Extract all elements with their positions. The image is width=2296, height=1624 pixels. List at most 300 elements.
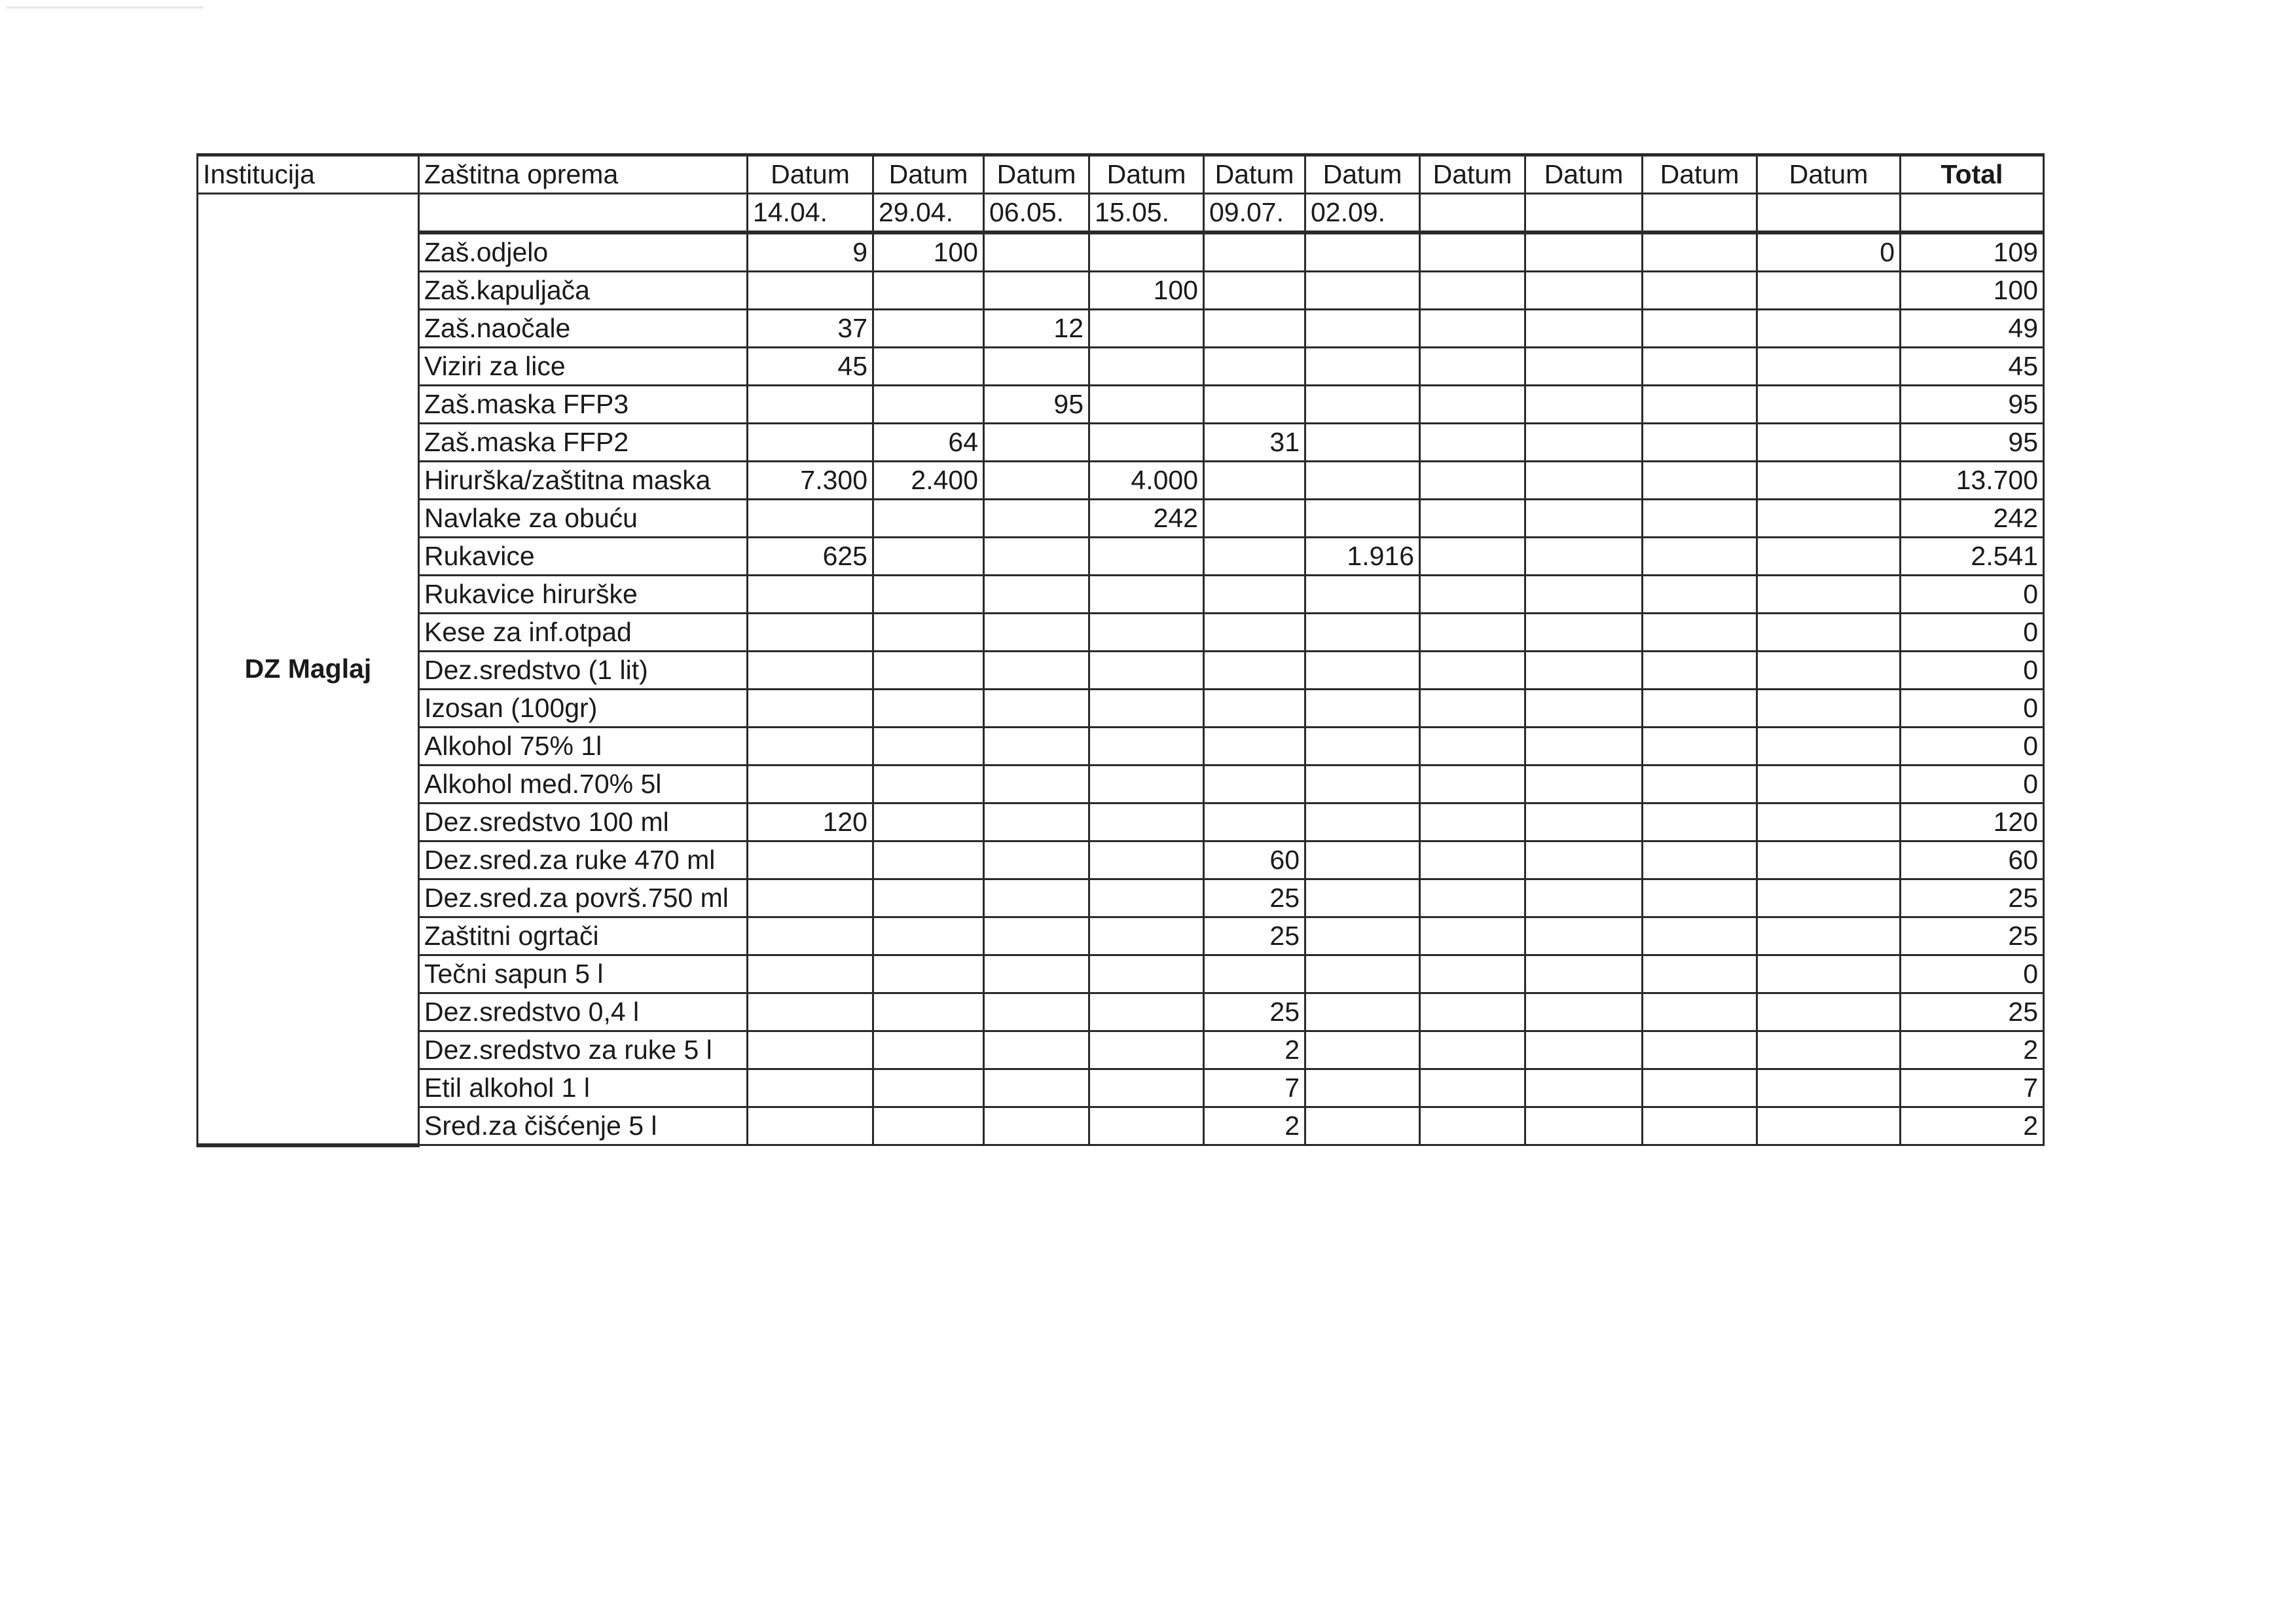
quantity-cell xyxy=(1204,462,1305,500)
quantity-cell xyxy=(984,955,1089,993)
quantity-cell xyxy=(1757,310,1901,348)
quantity-cell xyxy=(1525,955,1643,993)
equipment-name: Zaš.maska FFP3 xyxy=(419,386,748,424)
quantity-cell xyxy=(1525,424,1643,462)
equipment-name: Etil alkohol 1 l xyxy=(419,1069,748,1107)
quantity-cell xyxy=(1757,424,1901,462)
total-cell: 25 xyxy=(1901,993,2044,1031)
quantity-cell xyxy=(748,1107,873,1145)
quantity-cell xyxy=(1204,272,1305,310)
quantity-cell xyxy=(748,841,873,879)
table-row xyxy=(198,993,2044,1031)
quantity-cell xyxy=(1305,232,1420,272)
quantity-cell: 9 xyxy=(748,232,873,272)
quantity-cell xyxy=(1643,803,1757,841)
institution-header: Institucija xyxy=(198,155,419,194)
quantity-cell: 242 xyxy=(1089,500,1204,538)
quantity-cell xyxy=(1643,955,1757,993)
equipment-name: Dez.sredstvo za ruke 5 l xyxy=(419,1031,748,1069)
total-cell: 49 xyxy=(1901,310,2044,348)
quantity-cell xyxy=(1305,576,1420,614)
quantity-cell xyxy=(1305,955,1420,993)
total-cell: 109 xyxy=(1901,232,2044,272)
quantity-cell xyxy=(1420,1069,1525,1107)
quantity-cell xyxy=(1305,1107,1420,1145)
total-cell: 2 xyxy=(1901,1031,2044,1069)
quantity-cell xyxy=(1420,310,1525,348)
equipment-name: Izosan (100gr) xyxy=(419,690,748,728)
quantity-cell xyxy=(984,232,1089,272)
quantity-cell xyxy=(984,500,1089,538)
quantity-cell xyxy=(1305,803,1420,841)
quantity-cell xyxy=(1643,879,1757,917)
quantity-cell xyxy=(1204,766,1305,803)
quantity-cell xyxy=(873,576,984,614)
quantity-cell xyxy=(1089,993,1204,1031)
quantity-cell xyxy=(1525,348,1643,386)
quantity-cell xyxy=(1757,1107,1901,1145)
quantity-cell xyxy=(873,1031,984,1069)
quantity-cell xyxy=(1643,272,1757,310)
quantity-cell xyxy=(1420,500,1525,538)
quantity-cell xyxy=(1643,538,1757,576)
quantity-cell xyxy=(1305,500,1420,538)
quantity-cell xyxy=(1204,576,1305,614)
date-value: 29.04. xyxy=(873,194,984,233)
total-cell: 242 xyxy=(1901,500,2044,538)
quantity-cell xyxy=(1420,803,1525,841)
total-cell: 13.700 xyxy=(1901,462,2044,500)
quantity-cell xyxy=(748,576,873,614)
quantity-cell xyxy=(1089,728,1204,766)
table-row xyxy=(198,917,2044,955)
quantity-cell xyxy=(1525,803,1643,841)
table-row xyxy=(198,614,2044,652)
quantity-cell: 37 xyxy=(748,310,873,348)
total-cell: 25 xyxy=(1901,879,2044,917)
quantity-cell xyxy=(1305,728,1420,766)
quantity-cell xyxy=(984,766,1089,803)
quantity-cell xyxy=(1757,500,1901,538)
quantity-cell xyxy=(1420,1031,1525,1069)
quantity-cell xyxy=(1757,690,1901,728)
quantity-cell xyxy=(873,993,984,1031)
quantity-cell xyxy=(1089,917,1204,955)
quantity-cell xyxy=(748,879,873,917)
quantity-cell: 4.000 xyxy=(1089,462,1204,500)
quantity-cell xyxy=(748,500,873,538)
quantity-cell xyxy=(1089,576,1204,614)
quantity-cell xyxy=(1757,803,1901,841)
table-row xyxy=(198,424,2044,462)
quantity-cell xyxy=(873,1069,984,1107)
quantity-cell xyxy=(873,310,984,348)
quantity-cell xyxy=(1525,1107,1643,1145)
date-value: 02.09. xyxy=(1305,194,1420,233)
quantity-cell xyxy=(1420,462,1525,500)
quantity-cell xyxy=(1525,993,1643,1031)
quantity-cell xyxy=(984,652,1089,690)
quantity-cell xyxy=(984,576,1089,614)
quantity-cell xyxy=(1757,1031,1901,1069)
quantity-cell xyxy=(1525,652,1643,690)
total-header-blank xyxy=(1901,194,2044,233)
quantity-cell xyxy=(1643,1107,1757,1145)
quantity-cell xyxy=(1757,614,1901,652)
quantity-cell xyxy=(873,500,984,538)
total-cell: 45 xyxy=(1901,348,2044,386)
table-row xyxy=(198,576,2044,614)
equipment-name: Zaš.maska FFP2 xyxy=(419,424,748,462)
quantity-cell xyxy=(1420,576,1525,614)
total-cell: 120 xyxy=(1901,803,2044,841)
quantity-cell xyxy=(1525,614,1643,652)
quantity-cell xyxy=(1757,766,1901,803)
quantity-cell xyxy=(1525,917,1643,955)
quantity-cell xyxy=(1089,614,1204,652)
quantity-cell xyxy=(1420,917,1525,955)
quantity-cell xyxy=(1420,614,1525,652)
quantity-cell xyxy=(1089,652,1204,690)
scan-edge-mark xyxy=(7,7,203,9)
table-row xyxy=(198,803,2044,841)
quantity-cell: 12 xyxy=(984,310,1089,348)
quantity-cell: 31 xyxy=(1204,424,1305,462)
quantity-cell: 2 xyxy=(1204,1107,1305,1145)
quantity-cell xyxy=(1420,728,1525,766)
date-value: 06.05. xyxy=(984,194,1089,233)
quantity-cell xyxy=(1204,614,1305,652)
total-cell: 0 xyxy=(1901,690,2044,728)
quantity-cell xyxy=(1525,272,1643,310)
table-row xyxy=(198,1107,2044,1145)
date-value: 14.04. xyxy=(748,194,873,233)
equipment-table xyxy=(196,153,2045,1147)
total-cell: 0 xyxy=(1901,576,2044,614)
quantity-cell: 2 xyxy=(1204,1031,1305,1069)
quantity-cell xyxy=(1420,538,1525,576)
table-row xyxy=(198,348,2044,386)
quantity-cell xyxy=(1204,690,1305,728)
quantity-cell xyxy=(1089,955,1204,993)
date-value: 15.05. xyxy=(1089,194,1204,233)
quantity-cell xyxy=(873,879,984,917)
total-cell: 25 xyxy=(1901,917,2044,955)
date-header: Datum xyxy=(1643,155,1757,194)
equipment-name: Tečni sapun 5 l xyxy=(419,955,748,993)
quantity-cell xyxy=(984,462,1089,500)
date-header: Datum xyxy=(984,155,1089,194)
quantity-cell xyxy=(1757,1069,1901,1107)
date-value xyxy=(1525,194,1643,233)
quantity-cell xyxy=(1204,538,1305,576)
date-value xyxy=(1757,194,1901,233)
quantity-cell xyxy=(1757,272,1901,310)
institution-name: DZ Maglaj xyxy=(198,194,419,1145)
quantity-cell xyxy=(1757,993,1901,1031)
quantity-cell xyxy=(1420,232,1525,272)
quantity-cell xyxy=(1204,728,1305,766)
quantity-cell xyxy=(748,728,873,766)
quantity-cell xyxy=(1525,500,1643,538)
quantity-cell xyxy=(1089,348,1204,386)
quantity-cell: 2.400 xyxy=(873,462,984,500)
total-cell: 100 xyxy=(1901,272,2044,310)
equipment-name: Dez.sred.za površ.750 ml xyxy=(419,879,748,917)
quantity-cell xyxy=(1305,424,1420,462)
quantity-cell xyxy=(1643,841,1757,879)
quantity-cell xyxy=(1089,1069,1204,1107)
quantity-cell xyxy=(1643,993,1757,1031)
quantity-cell xyxy=(1089,1031,1204,1069)
quantity-cell: 100 xyxy=(873,232,984,272)
quantity-cell xyxy=(1089,1107,1204,1145)
date-header: Datum xyxy=(1305,155,1420,194)
quantity-cell xyxy=(748,386,873,424)
quantity-cell xyxy=(1643,917,1757,955)
quantity-cell xyxy=(873,917,984,955)
quantity-cell xyxy=(1757,386,1901,424)
quantity-cell xyxy=(1643,386,1757,424)
quantity-cell xyxy=(984,841,1089,879)
quantity-cell: 7 xyxy=(1204,1069,1305,1107)
quantity-cell xyxy=(1643,462,1757,500)
quantity-cell xyxy=(873,955,984,993)
quantity-cell xyxy=(984,690,1089,728)
date-value xyxy=(1643,194,1757,233)
quantity-cell xyxy=(1643,766,1757,803)
quantity-cell xyxy=(984,1107,1089,1145)
quantity-cell xyxy=(1089,879,1204,917)
quantity-cell xyxy=(1305,766,1420,803)
quantity-cell xyxy=(1305,614,1420,652)
quantity-cell xyxy=(1305,652,1420,690)
quantity-cell xyxy=(1420,841,1525,879)
quantity-cell xyxy=(1525,232,1643,272)
table-row xyxy=(198,652,2044,690)
quantity-cell xyxy=(1420,348,1525,386)
quantity-cell xyxy=(1305,841,1420,879)
total-cell: 0 xyxy=(1901,766,2044,803)
table-row xyxy=(198,1031,2044,1069)
quantity-cell: 25 xyxy=(1204,879,1305,917)
quantity-cell xyxy=(1204,955,1305,993)
quantity-cell xyxy=(748,424,873,462)
quantity-cell xyxy=(1420,690,1525,728)
table-row xyxy=(198,1069,2044,1107)
equipment-name: Zaš.kapuljača xyxy=(419,272,748,310)
quantity-cell xyxy=(1757,841,1901,879)
quantity-cell xyxy=(1089,538,1204,576)
table-row xyxy=(198,728,2044,766)
quantity-cell xyxy=(984,348,1089,386)
quantity-cell xyxy=(873,348,984,386)
table-row xyxy=(198,538,2044,576)
quantity-cell: 95 xyxy=(984,386,1089,424)
quantity-cell xyxy=(1757,652,1901,690)
quantity-cell xyxy=(984,728,1089,766)
total-cell: 60 xyxy=(1901,841,2044,879)
quantity-cell xyxy=(1204,803,1305,841)
quantity-cell xyxy=(984,917,1089,955)
quantity-cell xyxy=(1305,690,1420,728)
table-row xyxy=(198,841,2044,879)
quantity-cell xyxy=(1757,348,1901,386)
equipment-name: Alkohol 75% 1l xyxy=(419,728,748,766)
equipment-name: Dez.sredstvo 0,4 l xyxy=(419,993,748,1031)
quantity-cell xyxy=(1525,690,1643,728)
quantity-cell xyxy=(984,879,1089,917)
quantity-cell xyxy=(748,917,873,955)
quantity-cell: 625 xyxy=(748,538,873,576)
equipment-name: Dez.sredstvo (1 lit) xyxy=(419,652,748,690)
quantity-cell xyxy=(1204,652,1305,690)
quantity-cell xyxy=(1757,728,1901,766)
quantity-cell xyxy=(748,1069,873,1107)
quantity-cell xyxy=(1643,652,1757,690)
quantity-cell: 1.916 xyxy=(1305,538,1420,576)
quantity-cell xyxy=(1525,538,1643,576)
quantity-cell xyxy=(1643,310,1757,348)
quantity-cell xyxy=(1089,386,1204,424)
equipment-name: Zaš.naočale xyxy=(419,310,748,348)
quantity-cell xyxy=(1643,500,1757,538)
quantity-cell xyxy=(1757,576,1901,614)
quantity-cell xyxy=(748,690,873,728)
equipment-header-blank xyxy=(419,194,748,233)
total-cell: 0 xyxy=(1901,614,2044,652)
quantity-cell xyxy=(1525,879,1643,917)
quantity-cell xyxy=(873,1107,984,1145)
quantity-cell xyxy=(748,652,873,690)
quantity-cell xyxy=(1420,1107,1525,1145)
equipment-name: Sred.za čišćenje 5 l xyxy=(419,1107,748,1145)
date-header: Datum xyxy=(1420,155,1525,194)
quantity-cell xyxy=(1305,462,1420,500)
quantity-cell xyxy=(1420,993,1525,1031)
table-row xyxy=(198,272,2044,310)
date-header: Datum xyxy=(1757,155,1901,194)
total-header: Total xyxy=(1901,155,2044,194)
quantity-cell xyxy=(1089,690,1204,728)
quantity-cell: 25 xyxy=(1204,917,1305,955)
quantity-cell xyxy=(748,272,873,310)
quantity-cell xyxy=(984,993,1089,1031)
table-row xyxy=(198,879,2044,917)
quantity-cell xyxy=(1204,386,1305,424)
date-row xyxy=(198,194,2044,233)
quantity-cell xyxy=(1643,1031,1757,1069)
quantity-cell xyxy=(873,614,984,652)
quantity-cell xyxy=(1420,424,1525,462)
quantity-cell xyxy=(1757,917,1901,955)
quantity-cell xyxy=(873,841,984,879)
quantity-cell xyxy=(1757,462,1901,500)
equipment-header: Zaštitna oprema xyxy=(419,155,748,194)
quantity-cell xyxy=(873,803,984,841)
quantity-cell xyxy=(1204,500,1305,538)
table-row xyxy=(198,955,2044,993)
table-row xyxy=(198,462,2044,500)
quantity-cell xyxy=(984,803,1089,841)
quantity-cell xyxy=(1525,462,1643,500)
quantity-cell xyxy=(1525,728,1643,766)
table-row xyxy=(198,232,2044,272)
date-value: 09.07. xyxy=(1204,194,1305,233)
table-row xyxy=(198,500,2044,538)
quantity-cell xyxy=(1420,879,1525,917)
quantity-cell xyxy=(1643,576,1757,614)
date-header: Datum xyxy=(1089,155,1204,194)
quantity-cell xyxy=(1643,728,1757,766)
total-cell: 0 xyxy=(1901,955,2044,993)
equipment-name: Viziri za lice xyxy=(419,348,748,386)
quantity-cell xyxy=(1089,841,1204,879)
quantity-cell xyxy=(1525,310,1643,348)
quantity-cell xyxy=(1757,538,1901,576)
quantity-cell xyxy=(1204,310,1305,348)
quantity-cell xyxy=(1089,803,1204,841)
table-row xyxy=(198,690,2044,728)
date-header: Datum xyxy=(1204,155,1305,194)
equipment-name: Alkohol med.70% 5l xyxy=(419,766,748,803)
quantity-cell xyxy=(873,728,984,766)
quantity-cell xyxy=(1525,1069,1643,1107)
equipment-name: Rukavice hirurške xyxy=(419,576,748,614)
quantity-cell xyxy=(1089,766,1204,803)
header-row xyxy=(198,155,2044,194)
equipment-name: Zaštitni ogrtači xyxy=(419,917,748,955)
quantity-cell xyxy=(1525,1031,1643,1069)
total-cell: 0 xyxy=(1901,652,2044,690)
quantity-cell xyxy=(1525,841,1643,879)
quantity-cell xyxy=(748,1031,873,1069)
quantity-cell xyxy=(1643,1069,1757,1107)
quantity-cell: 0 xyxy=(1757,232,1901,272)
equipment-name: Hirurška/zaštitna maska xyxy=(419,462,748,500)
equipment-name: Kese za inf.otpad xyxy=(419,614,748,652)
date-header: Datum xyxy=(1525,155,1643,194)
total-cell: 0 xyxy=(1901,728,2044,766)
quantity-cell xyxy=(1420,272,1525,310)
quantity-cell xyxy=(748,955,873,993)
quantity-cell xyxy=(984,1031,1089,1069)
quantity-cell xyxy=(984,1069,1089,1107)
quantity-cell xyxy=(984,614,1089,652)
quantity-cell xyxy=(1305,348,1420,386)
quantity-cell xyxy=(1643,348,1757,386)
equipment-name: Dez.sred.za ruke 470 ml xyxy=(419,841,748,879)
quantity-cell xyxy=(1420,652,1525,690)
quantity-cell xyxy=(748,614,873,652)
quantity-cell xyxy=(1305,310,1420,348)
quantity-cell xyxy=(1525,386,1643,424)
total-cell: 2.541 xyxy=(1901,538,2044,576)
quantity-cell xyxy=(1643,690,1757,728)
quantity-cell xyxy=(1525,576,1643,614)
quantity-cell xyxy=(1643,232,1757,272)
quantity-cell xyxy=(984,272,1089,310)
total-cell: 95 xyxy=(1901,386,2044,424)
total-cell: 95 xyxy=(1901,424,2044,462)
quantity-cell xyxy=(1420,955,1525,993)
quantity-cell xyxy=(984,424,1089,462)
quantity-cell xyxy=(873,272,984,310)
quantity-cell xyxy=(873,386,984,424)
quantity-cell: 60 xyxy=(1204,841,1305,879)
quantity-cell xyxy=(1305,1069,1420,1107)
quantity-cell xyxy=(873,538,984,576)
